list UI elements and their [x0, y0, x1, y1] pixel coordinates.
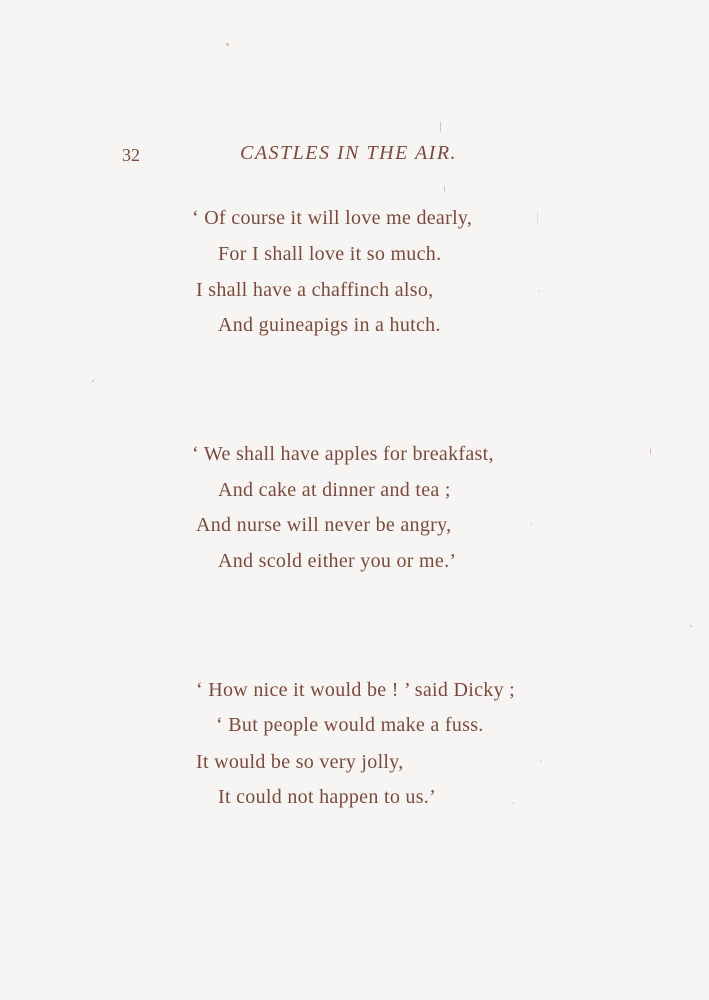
paper-speck [530, 523, 532, 525]
poem-line: It could not happen to us.’ [218, 786, 437, 808]
poem-line: And nurse will never be angry, [196, 514, 452, 536]
paper-speck [440, 122, 441, 132]
poem-line: And scold either you or me.’ [218, 550, 457, 572]
paper-speck [650, 448, 651, 454]
paper-speck [226, 43, 229, 46]
poem-line: ‘ Of course it will love me dearly, [192, 207, 473, 229]
paper-speck [444, 186, 445, 192]
poem-line: ‘ We shall have apples for breakfast, [192, 443, 494, 465]
poem-line: ‘ How nice it would be ! ’ said Dicky ; [196, 679, 516, 701]
paper-speck [512, 802, 514, 804]
poem-line: It would be so very jolly, [196, 751, 404, 773]
poem-line: For I shall love it so much. [218, 243, 442, 265]
paper-speck [537, 211, 538, 223]
paper-speck [92, 380, 94, 382]
page-number: 32 [122, 145, 140, 165]
poem-line: And guineapigs in a hutch. [218, 314, 441, 336]
paper-speck [540, 760, 542, 762]
poem-line: And cake at dinner and tea ; [218, 479, 451, 501]
paper-speck [538, 290, 540, 292]
running-title: CASTLES IN THE AIR. [240, 142, 458, 164]
poem-line: I shall have a chaffinch also, [196, 279, 434, 301]
paper-speck [690, 625, 692, 627]
poem-line: ‘ But people would make a fuss. [216, 714, 484, 736]
